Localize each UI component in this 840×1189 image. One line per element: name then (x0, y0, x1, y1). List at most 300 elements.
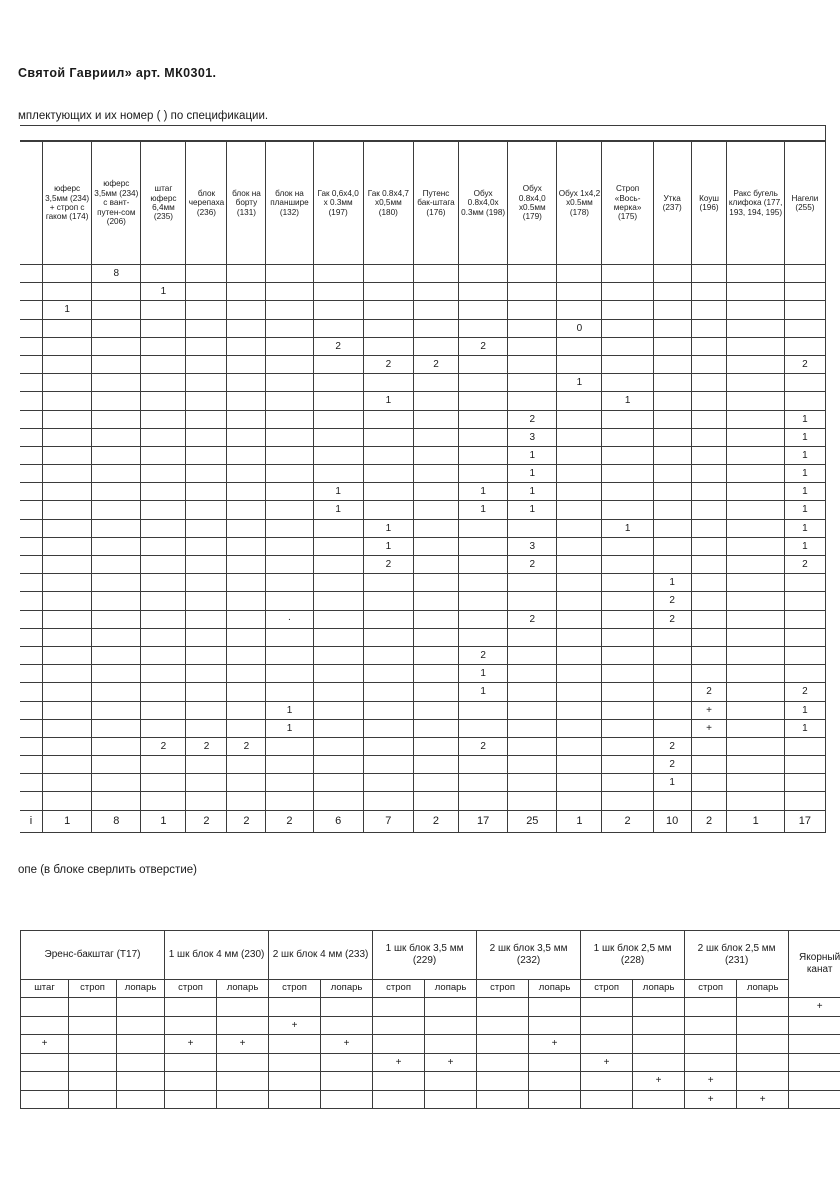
table-cell (313, 374, 363, 392)
table-cell: 0 (557, 319, 602, 337)
table-cell (186, 465, 227, 483)
table-cell (557, 683, 602, 701)
totals-cell: 17 (459, 810, 508, 832)
table-row (20, 446, 826, 464)
table-cell (459, 774, 508, 792)
row-stub-cell (20, 646, 43, 664)
table-cell (602, 265, 653, 283)
table-cell: 1 (602, 519, 653, 537)
table-cell: 2 (186, 737, 227, 755)
table-cell (313, 792, 363, 810)
rigging-cell (581, 1072, 633, 1091)
table-cell (313, 537, 363, 555)
row-stub-cell (20, 792, 43, 810)
table-header-cell: Гак 0,6х4,0 х 0.3мм (197) (313, 142, 363, 265)
table-cell (413, 537, 458, 555)
table-cell (43, 683, 92, 701)
table-cell (227, 483, 266, 501)
table-cell (266, 265, 313, 283)
table-cell (413, 428, 458, 446)
table-cell (43, 483, 92, 501)
table-cell (92, 628, 141, 646)
table-cell (266, 537, 313, 555)
rigging-subheader: строп (581, 980, 633, 998)
table-cell (784, 283, 825, 301)
rigging-cell (321, 998, 373, 1017)
table-cell (313, 719, 363, 737)
rigging-cell (789, 1035, 840, 1054)
table-cell (691, 392, 727, 410)
table-cell (227, 665, 266, 683)
table-cell (227, 792, 266, 810)
table-cell (363, 774, 413, 792)
rigging-table-subheader-row (21, 980, 840, 998)
table-cell (691, 737, 727, 755)
table-cell: 2 (459, 646, 508, 664)
table-cell (313, 446, 363, 464)
table-cell (186, 774, 227, 792)
table-cell (313, 428, 363, 446)
table-cell (43, 628, 92, 646)
table-cell (691, 301, 727, 319)
table-cell (266, 665, 313, 683)
table-cell: 1 (363, 519, 413, 537)
table-cell (653, 355, 691, 373)
table-cell (557, 628, 602, 646)
rigging-subheader: лопарь (633, 980, 685, 998)
table-cell (186, 265, 227, 283)
table-cell (363, 446, 413, 464)
table-cell (186, 683, 227, 701)
table-cell (266, 737, 313, 755)
rigging-group-header: 1 шк блок 2,5 мм (228) (581, 931, 685, 980)
rigging-cell (321, 1072, 373, 1091)
table-cell (459, 446, 508, 464)
table-cell (266, 392, 313, 410)
table-cell (141, 683, 186, 701)
table-cell (363, 501, 413, 519)
rigging-cell (737, 1053, 789, 1072)
table-cell (691, 283, 727, 301)
table-cell (727, 574, 784, 592)
table-cell (727, 483, 784, 501)
table-cell (459, 355, 508, 373)
table-cell (363, 483, 413, 501)
rigging-cell (321, 1053, 373, 1072)
table-header-cell: Строп «Вось-мерка» (175) (602, 142, 653, 265)
table-cell (141, 465, 186, 483)
table-header-cell: блок черепаха (236) (186, 142, 227, 265)
table-header-stub (20, 142, 43, 265)
table-cell (186, 646, 227, 664)
table-cell: 1 (459, 483, 508, 501)
rigging-cell (373, 1072, 425, 1091)
table-cell (43, 319, 92, 337)
table-cell (363, 701, 413, 719)
table-cell (602, 737, 653, 755)
row-stub-cell (20, 574, 43, 592)
table-cell (413, 501, 458, 519)
table-cell (602, 556, 653, 574)
table-row (20, 483, 826, 501)
table-cell (727, 610, 784, 628)
table-cell (602, 337, 653, 355)
page-subtitle: мплектующих и их номер ( ) по спецификации. (18, 110, 269, 122)
table-cell (141, 392, 186, 410)
table-cell (186, 446, 227, 464)
table-row (20, 319, 826, 337)
table-cell (784, 628, 825, 646)
table-cell: 1 (459, 501, 508, 519)
table-cell (186, 592, 227, 610)
totals-cell: 8 (92, 810, 141, 832)
table-cell (266, 628, 313, 646)
rigging-subheader: штаг (21, 980, 69, 998)
rigging-subheader: лопарь (425, 980, 477, 998)
table-cell: 1 (784, 410, 825, 428)
table-cell (459, 410, 508, 428)
table-cell (141, 410, 186, 428)
table-row (20, 756, 826, 774)
table-row (20, 556, 826, 574)
table-cell (691, 501, 727, 519)
table-cell (413, 410, 458, 428)
table-cell (227, 283, 266, 301)
rigging-cell (737, 1016, 789, 1035)
table-cell (727, 501, 784, 519)
table-cell (413, 610, 458, 628)
table-cell: 1 (784, 428, 825, 446)
table-cell: 1 (508, 446, 557, 464)
table-cell (92, 428, 141, 446)
rigging-cell: + (269, 1016, 321, 1035)
rigging-cell: + (373, 1053, 425, 1072)
rigging-cell (425, 1072, 477, 1091)
table-cell (653, 701, 691, 719)
table-cell (141, 519, 186, 537)
table-cell (602, 719, 653, 737)
table-header-cell: Утка (237) (653, 142, 691, 265)
table-cell: 1 (508, 483, 557, 501)
table-cell (227, 392, 266, 410)
table-cell: 2 (459, 337, 508, 355)
rigging-cell (685, 1053, 737, 1072)
table-header-row (20, 142, 826, 265)
row-stub-cell (20, 556, 43, 574)
rigging-cell (633, 1053, 685, 1072)
table-cell (141, 301, 186, 319)
totals-cell: 17 (784, 810, 825, 832)
table-cell (363, 646, 413, 664)
table-cell: 1 (266, 719, 313, 737)
table-cell: 1 (602, 392, 653, 410)
totals-cell: 2 (266, 810, 313, 832)
table-cell (508, 646, 557, 664)
table-cell (266, 756, 313, 774)
table-cell (508, 774, 557, 792)
rigging-subheader: строп (165, 980, 217, 998)
table-cell (92, 592, 141, 610)
table-cell (508, 519, 557, 537)
table-cell (227, 683, 266, 701)
table-cell (691, 592, 727, 610)
table-cell (141, 665, 186, 683)
table-cell (459, 519, 508, 537)
table-row (20, 774, 826, 792)
rigging-row (21, 1016, 840, 1035)
table-cell: 2 (653, 756, 691, 774)
table-cell (266, 683, 313, 701)
table-cell (557, 265, 602, 283)
rigging-cell (373, 1090, 425, 1109)
rigging-cell (789, 1090, 840, 1109)
row-stub-cell (20, 737, 43, 755)
table-cell (727, 537, 784, 555)
table-cell: 1 (557, 374, 602, 392)
table-cell (92, 483, 141, 501)
rigging-cell (217, 1090, 269, 1109)
table-cell (227, 465, 266, 483)
table-header-cell: штаг юферс 6,4мм (235) (141, 142, 186, 265)
totals-stub-cell: i (20, 810, 43, 832)
rigging-cell (789, 1072, 840, 1091)
table-cell (602, 355, 653, 373)
table-cell (602, 574, 653, 592)
table-cell (227, 701, 266, 719)
rigging-cell (737, 1072, 789, 1091)
table-cell (313, 465, 363, 483)
table-cell (508, 374, 557, 392)
table-cell (227, 556, 266, 574)
table-cell (727, 355, 784, 373)
table-cell (266, 646, 313, 664)
table-cell (92, 374, 141, 392)
table-cell: 1 (363, 537, 413, 555)
table-cell (727, 683, 784, 701)
rigging-group-header: 1 шк блок 3,5 мм (229) (373, 931, 477, 980)
table-cell (508, 737, 557, 755)
table-cell (727, 392, 784, 410)
table-cell: 1 (363, 392, 413, 410)
rigging-cell: + (789, 998, 840, 1017)
totals-cell: 2 (691, 810, 727, 832)
table-cell (653, 283, 691, 301)
totals-cell: 2 (602, 810, 653, 832)
table-cell (186, 756, 227, 774)
table-cell (43, 446, 92, 464)
table-cell: 1 (784, 501, 825, 519)
rigging-cell (529, 1090, 581, 1109)
rigging-cell (69, 1035, 117, 1054)
table-cell (557, 465, 602, 483)
row-stub-cell (20, 319, 43, 337)
rigging-group-header: Эренс-бакштаг (Т17) (21, 931, 165, 980)
table-cell (363, 301, 413, 319)
rigging-cell (789, 1053, 840, 1072)
totals-cell: 1 (727, 810, 784, 832)
table-cell (43, 537, 92, 555)
table-cell (653, 519, 691, 537)
rigging-cell (269, 1035, 321, 1054)
table-cell (141, 446, 186, 464)
table-cell (602, 646, 653, 664)
table-cell (691, 337, 727, 355)
table-cell: 1 (784, 519, 825, 537)
table-cell (363, 737, 413, 755)
table-cell (227, 265, 266, 283)
table-header-cell: Гак 0.8х4,7 х0,5мм (180) (363, 142, 413, 265)
table-cell (602, 701, 653, 719)
table-cell (43, 792, 92, 810)
table-cell (508, 756, 557, 774)
table-cell (653, 319, 691, 337)
table-cell (413, 465, 458, 483)
table-cell (413, 556, 458, 574)
table-cell: 2 (784, 683, 825, 701)
table-cell (653, 265, 691, 283)
table-cell (313, 665, 363, 683)
table-cell (186, 519, 227, 537)
table-cell: 1 (784, 537, 825, 555)
table-cell (459, 537, 508, 555)
table-cell (227, 374, 266, 392)
table-cell: 2 (508, 610, 557, 628)
table-cell (602, 410, 653, 428)
table-cell (186, 792, 227, 810)
table-cell (413, 756, 458, 774)
table-cell (266, 574, 313, 592)
table-cell (557, 392, 602, 410)
table-cell (602, 665, 653, 683)
rigging-cell (165, 1072, 217, 1091)
table-cell (363, 665, 413, 683)
table-cell (691, 556, 727, 574)
table-cell (141, 628, 186, 646)
table-cell (727, 646, 784, 664)
table-cell (727, 519, 784, 537)
rigging-cell (165, 1053, 217, 1072)
table-cell: 2 (653, 592, 691, 610)
table-cell (43, 646, 92, 664)
table-cell (313, 392, 363, 410)
table-cell (727, 446, 784, 464)
table-cell (266, 283, 313, 301)
table-cell (557, 774, 602, 792)
table-cell (413, 792, 458, 810)
row-stub-cell (20, 265, 43, 283)
table-cell (43, 501, 92, 519)
table-cell (141, 355, 186, 373)
table-cell (508, 792, 557, 810)
table-cell (691, 574, 727, 592)
table-cell (459, 392, 508, 410)
totals-cell: 6 (313, 810, 363, 832)
table-cell (363, 374, 413, 392)
rigging-group-header: 2 шк блок 2,5 мм (231) (685, 931, 789, 980)
table-cell (691, 646, 727, 664)
table-cell (92, 337, 141, 355)
table-cell (186, 556, 227, 574)
table-cell (691, 428, 727, 446)
table-cell (413, 628, 458, 646)
rigging-cell (373, 1016, 425, 1035)
table-cell (653, 556, 691, 574)
totals-row (20, 810, 826, 832)
rigging-subheader: строп (477, 980, 529, 998)
table-cell (186, 283, 227, 301)
table-cell (508, 301, 557, 319)
table-cell (653, 665, 691, 683)
table-cell (413, 301, 458, 319)
table-cell (413, 265, 458, 283)
rigging-cell: + (165, 1035, 217, 1054)
table-cell (266, 301, 313, 319)
table-cell (186, 428, 227, 446)
table-cell: · (266, 610, 313, 628)
table-row (20, 465, 826, 483)
table-cell (186, 337, 227, 355)
table-cell (508, 719, 557, 737)
row-stub-cell (20, 628, 43, 646)
table-cell: 2 (141, 737, 186, 755)
table-cell (653, 410, 691, 428)
table-cell (266, 592, 313, 610)
table-cell (141, 574, 186, 592)
totals-cell: 10 (653, 810, 691, 832)
table-row (20, 428, 826, 446)
table-cell (653, 537, 691, 555)
table-cell (141, 610, 186, 628)
rigging-cell (21, 1072, 69, 1091)
table-cell (92, 465, 141, 483)
table-cell (653, 301, 691, 319)
table-cell (92, 355, 141, 373)
table-cell (602, 683, 653, 701)
table-cell: 1 (313, 501, 363, 519)
table-cell (413, 701, 458, 719)
table-cell: 1 (459, 683, 508, 701)
table-cell (313, 519, 363, 537)
table-cell (186, 574, 227, 592)
table-cell (727, 428, 784, 446)
table-cell: 1 (266, 701, 313, 719)
table-cell (691, 465, 727, 483)
rigging-cell (633, 1035, 685, 1054)
row-stub-cell (20, 355, 43, 373)
table-cell (602, 465, 653, 483)
table-row (20, 665, 826, 683)
table-cell (186, 410, 227, 428)
table-cell (602, 501, 653, 519)
row-stub-cell (20, 337, 43, 355)
table-cell (266, 374, 313, 392)
table-cell (92, 737, 141, 755)
rigging-cell (425, 1035, 477, 1054)
table-cell (508, 683, 557, 701)
table-cell (602, 446, 653, 464)
table-cell (313, 283, 363, 301)
table-row (20, 355, 826, 373)
table-cell (459, 592, 508, 610)
table-cell (92, 574, 141, 592)
table-cell (363, 283, 413, 301)
rigging-cell (69, 1016, 117, 1035)
rigging-cell (269, 1090, 321, 1109)
table-cell (141, 719, 186, 737)
table-cell (266, 519, 313, 537)
table-cell (602, 319, 653, 337)
table-cell (227, 574, 266, 592)
